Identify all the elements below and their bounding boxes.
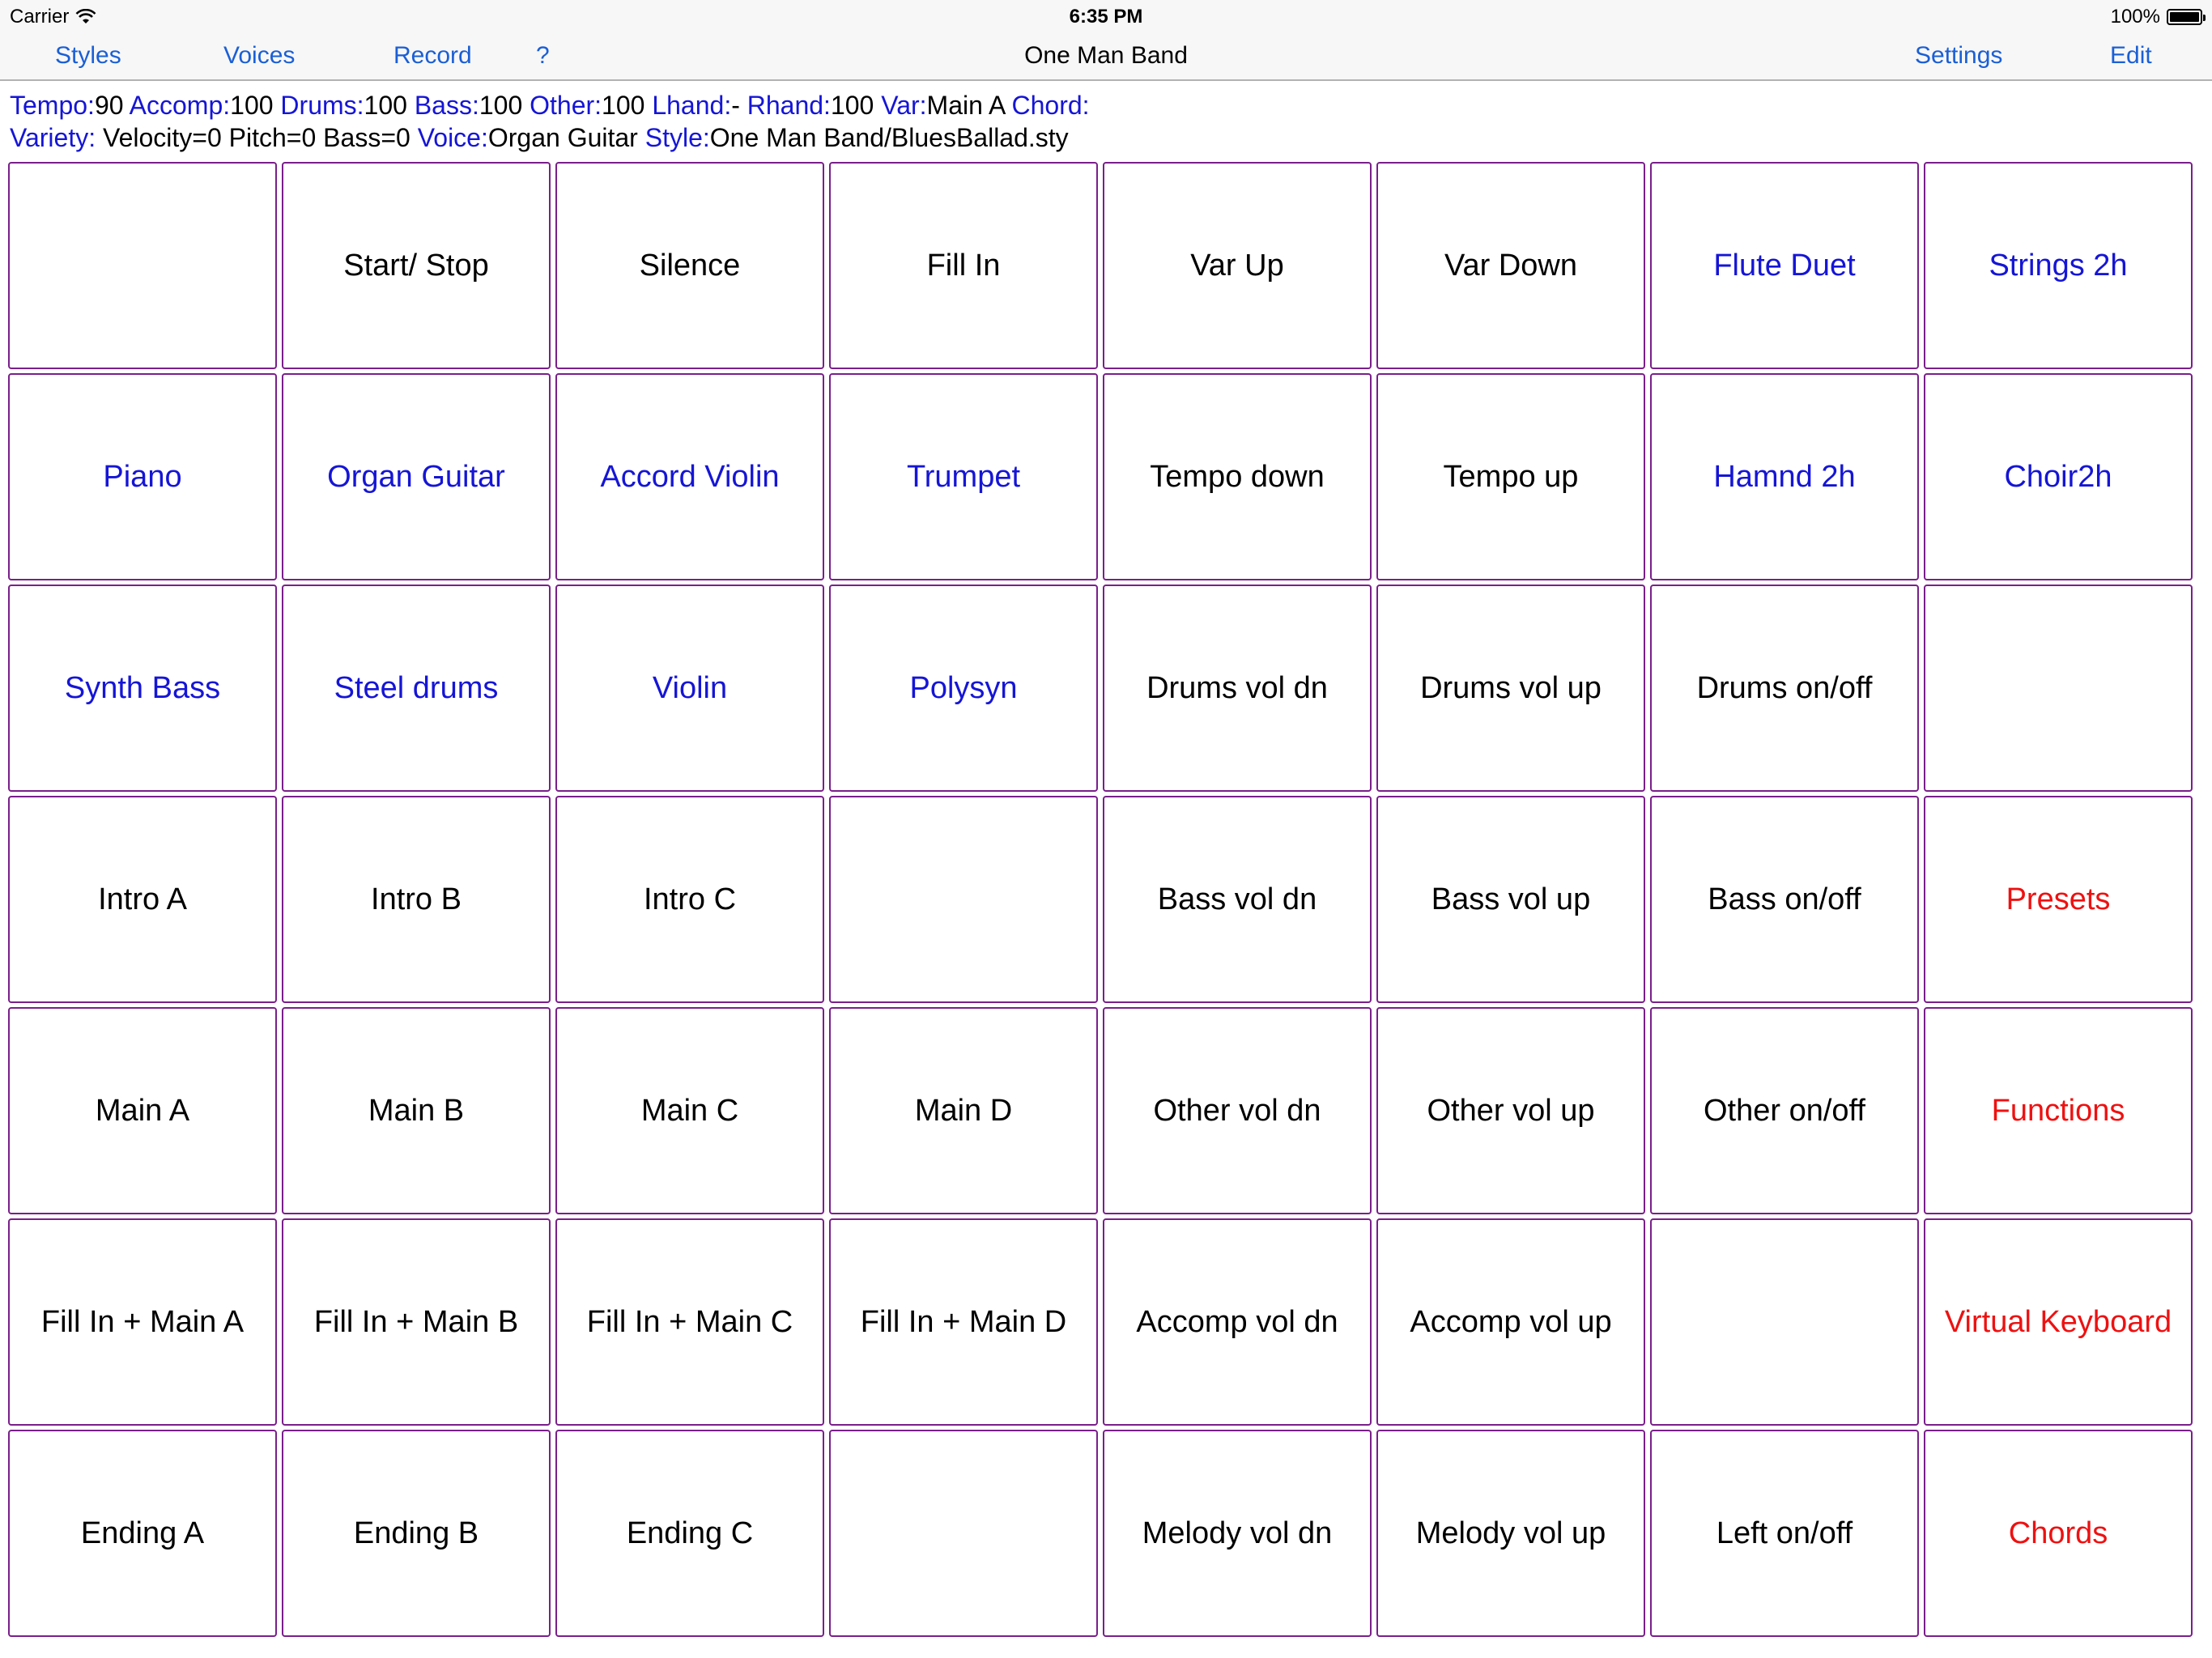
grid-button-fill-in-main-b[interactable]: Fill In + Main B (282, 1218, 551, 1426)
grid-button-main-b[interactable]: Main B (282, 1007, 551, 1214)
grid-button-other-on-off[interactable]: Other on/off (1650, 1007, 1919, 1214)
grid-button-empty-3-3[interactable] (829, 796, 1098, 1003)
lhand-value: - (731, 91, 740, 120)
grid-button-bass-vol-up[interactable]: Bass vol up (1376, 796, 1645, 1003)
grid-button-accomp-vol-dn[interactable]: Accomp vol dn (1103, 1218, 1372, 1426)
grid-button-accord-violin[interactable]: Accord Violin (555, 373, 824, 580)
grid-button-ending-b[interactable]: Ending B (282, 1430, 551, 1637)
grid-button-chords[interactable]: Chords (1924, 1430, 2193, 1637)
rhand-value: 100 (830, 91, 874, 120)
grid-button-other-vol-up[interactable]: Other vol up (1376, 1007, 1645, 1214)
edit-button[interactable]: Edit (2110, 42, 2152, 69)
navigation-bar (0, 32, 2212, 81)
tempo-key: Tempo: (10, 91, 95, 120)
grid-button-intro-c[interactable]: Intro C (555, 796, 824, 1003)
voices-button[interactable]: Voices (223, 42, 296, 69)
info-line-2 (10, 121, 1090, 154)
grid-button-empty-0-0[interactable] (8, 162, 277, 369)
battery-percent: 100% (2110, 6, 2160, 28)
rhand-key: Rhand: (747, 91, 831, 120)
style-value: One Man Band/BluesBallad.sty (709, 123, 1069, 152)
grid-button-choir2h[interactable]: Choir2h (1924, 373, 2193, 580)
settings-button[interactable]: Settings (1915, 42, 2003, 69)
grid-button-organ-guitar[interactable]: Organ Guitar (282, 373, 551, 580)
grid-button-intro-b[interactable]: Intro B (282, 796, 551, 1003)
grid-button-intro-a[interactable]: Intro A (8, 796, 277, 1003)
grid-button-left-on-off[interactable]: Left on/off (1650, 1430, 1919, 1637)
grid-button-virtual-keyboard[interactable]: Virtual Keyboard (1924, 1218, 2193, 1426)
grid-button-other-vol-dn[interactable]: Other vol dn (1103, 1007, 1372, 1214)
grid-button-fill-in-main-c[interactable]: Fill In + Main C (555, 1218, 824, 1426)
grid-button-piano[interactable]: Piano (8, 373, 277, 580)
grid-button-flute-duet[interactable]: Flute Duet (1650, 162, 1919, 369)
drums-key: Drums: (280, 91, 364, 120)
grid-button-drums-vol-up[interactable]: Drums vol up (1376, 585, 1645, 792)
grid-button-fill-in-main-d[interactable]: Fill In + Main D (829, 1218, 1098, 1426)
accomp-key: Accomp: (129, 91, 231, 120)
app-title: One Man Band (1024, 42, 1188, 69)
styles-button[interactable]: Styles (55, 42, 121, 69)
grid-button-main-d[interactable]: Main D (829, 1007, 1098, 1214)
grid-button-silence[interactable]: Silence (555, 162, 824, 369)
info-line-1 (10, 89, 1090, 121)
variety-value: Velocity=0 Pitch=0 Bass=0 (103, 123, 410, 152)
grid-button-var-up[interactable]: Var Up (1103, 162, 1372, 369)
variety-key: Variety: (10, 123, 96, 152)
grid-button-empty-6-3[interactable] (829, 1430, 1098, 1637)
grid-button-presets[interactable]: Presets (1924, 796, 2193, 1003)
grid-button-tempo-up[interactable]: Tempo up (1376, 373, 1645, 580)
grid-button-main-a[interactable]: Main A (8, 1007, 277, 1214)
grid-button-fill-in-main-a[interactable]: Fill In + Main A (8, 1218, 277, 1426)
record-button[interactable]: Record (393, 42, 472, 69)
grid-button-empty-5-6[interactable] (1650, 1218, 1919, 1426)
voice-key: Voice: (417, 123, 488, 152)
grid-button-ending-a[interactable]: Ending A (8, 1430, 277, 1637)
chord-key: Chord: (1011, 91, 1090, 120)
grid-button-hamnd-2h[interactable]: Hamnd 2h (1650, 373, 1919, 580)
grid-button-drums-on-off[interactable]: Drums on/off (1650, 585, 1919, 792)
grid-button-trumpet[interactable]: Trumpet (829, 373, 1098, 580)
var-value: Main A (926, 91, 1005, 120)
bass-key: Bass: (414, 91, 479, 120)
grid-button-fill-in[interactable]: Fill In (829, 162, 1098, 369)
other-value: 100 (602, 91, 645, 120)
status-bar (0, 0, 2212, 32)
grid-button-steel-drums[interactable]: Steel drums (282, 585, 551, 792)
grid-button-tempo-down[interactable]: Tempo down (1103, 373, 1372, 580)
grid-button-functions[interactable]: Functions (1924, 1007, 2193, 1214)
grid-button-main-c[interactable]: Main C (555, 1007, 824, 1214)
grid-button-synth-bass[interactable]: Synth Bass (8, 585, 277, 792)
grid-button-accomp-vol-up[interactable]: Accomp vol up (1376, 1218, 1645, 1426)
grid-button-melody-vol-dn[interactable]: Melody vol dn (1103, 1430, 1372, 1637)
voice-value: Organ Guitar (487, 123, 638, 152)
grid-button-start-stop[interactable]: Start/ Stop (282, 162, 551, 369)
grid-button-empty-2-7[interactable] (1924, 585, 2193, 792)
grid-button-strings-2h[interactable]: Strings 2h (1924, 162, 2193, 369)
other-key: Other: (530, 91, 602, 120)
status-time: 6:35 PM (1069, 6, 1143, 28)
grid-button-polysyn[interactable]: Polysyn (829, 585, 1098, 792)
lhand-key: Lhand: (652, 91, 732, 120)
var-key: Var: (881, 91, 927, 120)
accomp-value: 100 (230, 91, 274, 120)
style-key: Style: (644, 123, 710, 152)
grid-button-bass-on-off[interactable]: Bass on/off (1650, 796, 1919, 1003)
grid-button-var-down[interactable]: Var Down (1376, 162, 1645, 369)
drums-value: 100 (364, 91, 407, 120)
carrier-label: Carrier (10, 6, 70, 28)
grid-button-ending-c[interactable]: Ending C (555, 1430, 824, 1637)
battery-indicator (2111, 6, 2202, 28)
bass-value: 100 (479, 91, 523, 120)
control-grid (8, 162, 2194, 1643)
grid-button-bass-vol-dn[interactable]: Bass vol dn (1103, 796, 1372, 1003)
status-info (10, 89, 1090, 154)
grid-button-melody-vol-up[interactable]: Melody vol up (1376, 1430, 1645, 1637)
battery-icon (2167, 9, 2202, 25)
grid-button-drums-vol-dn[interactable]: Drums vol dn (1103, 585, 1372, 792)
grid-button-violin[interactable]: Violin (555, 585, 824, 792)
help-button[interactable]: ? (536, 42, 550, 69)
tempo-value: 90 (94, 91, 124, 120)
